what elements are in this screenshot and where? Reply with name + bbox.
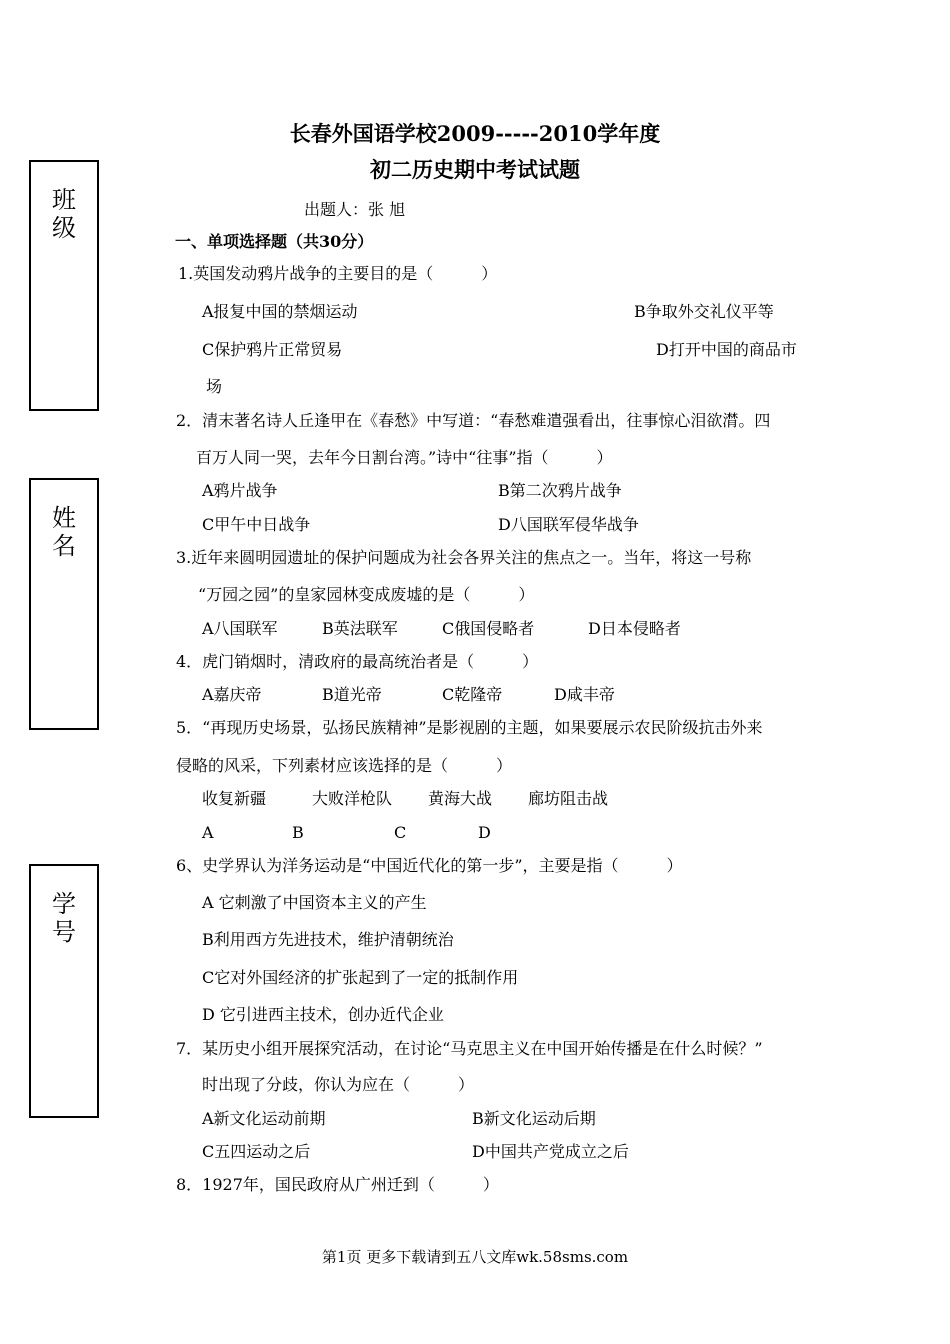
question-7-option-a: A新文化运动前期 bbox=[202, 1109, 326, 1128]
question-1-option-d-wrap: 场 bbox=[206, 377, 223, 396]
question-8-stem: 8．1927年，国民政府从广州迁到（ ） bbox=[176, 1175, 499, 1194]
question-4-option-b: B道光帝 bbox=[322, 685, 382, 704]
question-2-stem-line1: 2．清末著名诗人丘逢甲在《春愁》中写道：“春愁难遣强看出，往事惊心泪欲潸。四 bbox=[176, 411, 771, 430]
page-footer: 第1页 更多下载请到五八文库wk.58sms.com bbox=[321, 1248, 629, 1266]
question-2-stem-line2: 百万人同一哭，去年今日割台湾。”诗中“往事”指（ ） bbox=[196, 448, 613, 467]
question-2-option-a: A鸦片战争 bbox=[202, 481, 278, 500]
exam-title-line2: 初二历史期中考试试题 bbox=[370, 157, 580, 182]
question-1-option-b: B争取外交礼仪平等 bbox=[634, 302, 774, 321]
question-6-option-d: D 它引进西主技术，创办近代企业 bbox=[202, 1005, 444, 1024]
question-6-stem: 6、史学界认为洋务运动是“中国近代化的第一步”，主要是指（ ） bbox=[176, 856, 683, 875]
question-6-option-b: B利用西方先进技术，维护清朝统治 bbox=[202, 930, 454, 949]
name-box bbox=[29, 478, 99, 730]
question-1-stem: 1.英国发动鸦片战争的主要目的是（ ） bbox=[178, 264, 498, 283]
question-7-stem-line2: 时出现了分歧，你认为应在（ ） bbox=[202, 1075, 475, 1094]
question-1-option-d: D打开中国的商品市 bbox=[656, 340, 797, 359]
student-id-label: 学 号 bbox=[52, 890, 76, 946]
class-box bbox=[29, 160, 99, 411]
question-4-option-c: C乾隆帝 bbox=[442, 685, 503, 704]
question-6-option-c: C它对外国经济的扩张起到了一定的抵制作用 bbox=[202, 968, 519, 987]
question-4-option-a: A嘉庆帝 bbox=[202, 685, 262, 704]
question-1-option-a: A报复中国的禁烟运动 bbox=[202, 302, 358, 321]
question-5-option-d: D bbox=[478, 823, 491, 842]
question-5-material-2: 大败洋枪队 bbox=[312, 789, 393, 808]
question-6-option-a: A 它刺激了中国资本主义的产生 bbox=[202, 893, 427, 912]
question-3-option-a: A八国联军 bbox=[202, 619, 278, 638]
exam-author: 出题人：张 旭 bbox=[304, 200, 406, 219]
question-3-option-b: B英法联军 bbox=[322, 619, 398, 638]
question-3-stem-line2: “万园之园”的皇家园林变成废墟的是（ ） bbox=[198, 585, 535, 604]
question-5-material-4: 廊坊阻击战 bbox=[528, 789, 609, 808]
question-4-stem: 4．虎门销烟时，清政府的最高统治者是（ ） bbox=[176, 652, 539, 671]
question-3-stem-line1: 3.近年来圆明园遗址的保护问题成为社会各界关注的焦点之一。当年，将这一号称 bbox=[176, 548, 752, 567]
question-7-option-c: C五四运动之后 bbox=[202, 1142, 311, 1161]
question-4-option-d: D咸丰帝 bbox=[554, 685, 615, 704]
question-7-stem-line1: 7．某历史小组开展探究活动，在讨论“马克思主义在中国开始传播是在什么时候？” bbox=[176, 1039, 763, 1058]
question-5-stem-line2: 侵略的风采，下列素材应该选择的是（ ） bbox=[176, 756, 513, 775]
question-5-option-b: B bbox=[292, 823, 304, 842]
question-5-option-c: C bbox=[394, 823, 407, 842]
question-3-option-d: D日本侵略者 bbox=[588, 619, 681, 638]
question-3-option-c: C俄国侵略者 bbox=[442, 619, 535, 638]
question-5-stem-line1: 5．“再现历史场景，弘扬民族精神”是影视剧的主题，如果要展示农民阶级抗击外来 bbox=[176, 718, 763, 737]
question-5-material-3: 黄海大战 bbox=[428, 789, 493, 808]
question-2-option-c: C甲午中日战争 bbox=[202, 515, 311, 534]
section-heading: 一、单项选择题（共30分） bbox=[175, 232, 374, 251]
question-5-material-1: 收复新疆 bbox=[202, 789, 267, 808]
question-2-option-b: B第二次鸦片战争 bbox=[498, 481, 622, 500]
student-id-box bbox=[29, 864, 99, 1118]
name-label: 姓 名 bbox=[52, 504, 76, 560]
question-7-option-b: B新文化运动后期 bbox=[472, 1109, 596, 1128]
exam-title-line1: 长春外国语学校2009-----2010学年度 bbox=[289, 121, 661, 146]
question-7-option-d: D中国共产党成立之后 bbox=[472, 1142, 629, 1161]
question-5-option-a: A bbox=[202, 823, 214, 842]
question-1-option-c: C保护鸦片正常贸易 bbox=[202, 340, 343, 359]
question-2-option-d: D八国联军侵华战争 bbox=[498, 515, 639, 534]
class-label: 班 级 bbox=[52, 186, 76, 242]
